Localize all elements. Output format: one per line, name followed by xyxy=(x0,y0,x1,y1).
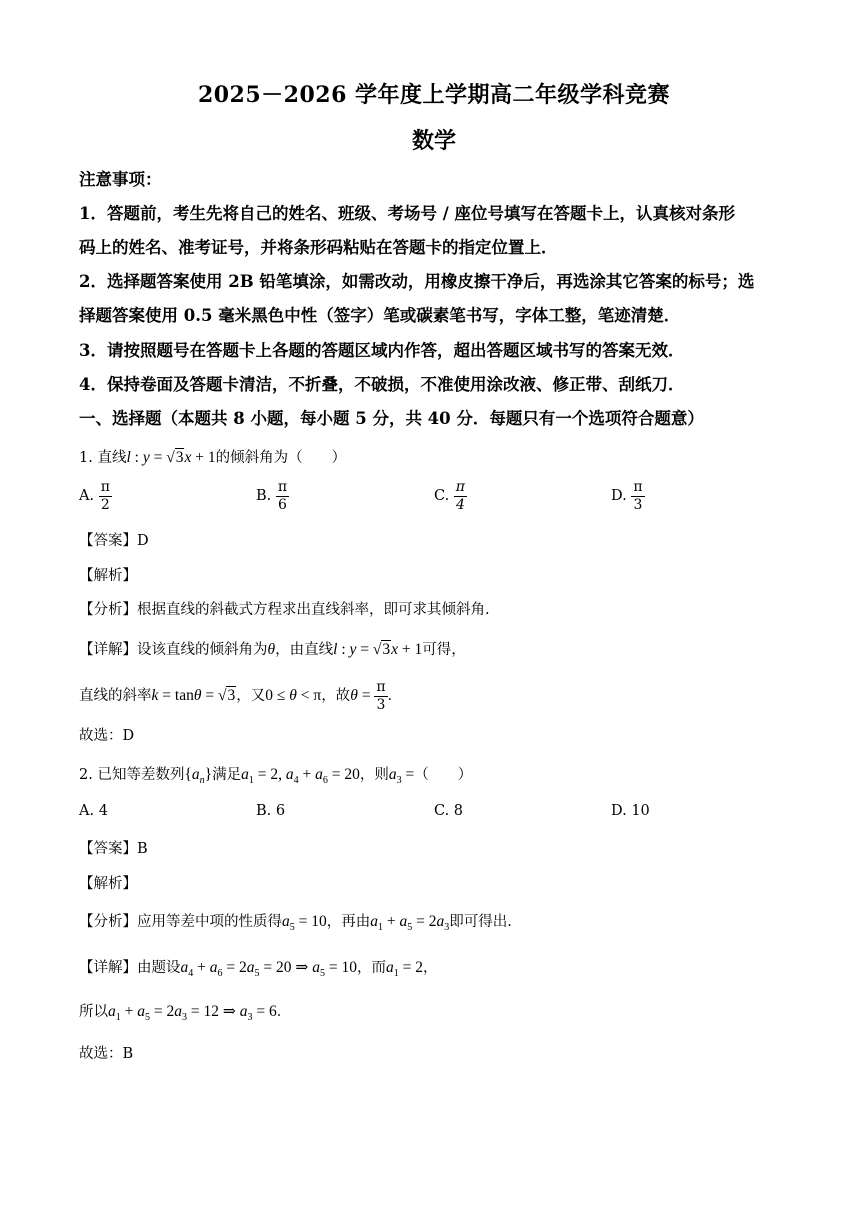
q2-so: 所以$a_1 + a_5 = 2a_3 = 12$ ⇒ $a_3 = 6$． xyxy=(79,1003,292,1024)
q2-detail: 【详解】由题设$a_4 + a_6 = 2a_5 = 20$ ⇒ $a_5 = 10$，而$a_1 = 2$， xyxy=(79,959,438,980)
q1-fenxi: 【分析】根据直线的斜截式方程求出直线斜率，即可求其倾斜角. xyxy=(79,602,490,618)
section-heading: 一、选择题（本题共 8 小题，每小题 5 分，共 40 分．每题只有一个选项符合题意） xyxy=(79,409,704,428)
notice-item-4: 4．保持卷面及答题卡清洁，不折叠，不破损，不准使用涂改液、修正带、刮纸刀． xyxy=(79,375,685,394)
notice-item-1a: 1．答题前，考生先将自己的姓名、班级、考场号 / 座位号填写在答题卡上，认真核对条形 xyxy=(79,204,735,223)
q2-option-b: B. 6 xyxy=(256,803,286,819)
notice-item-2b: 择题答案使用 0.5 毫米黑色中性（签字）笔或碳素笔书写，字体工整，笔迹清楚． xyxy=(79,306,681,325)
exam-subject: 数学 xyxy=(411,128,456,154)
q1-prefix: 1. 直线 xyxy=(79,450,127,466)
q1-option-c: C. $\frac{\pi}{4}$ xyxy=(434,479,465,513)
q1-option-a: A. $\frac{\pi}{2}$ xyxy=(79,479,110,513)
exam-title: 2025－2026 学年度上学期高二年级学科竞赛 xyxy=(197,82,671,108)
q1-suffix: 的倾斜角为（ ） xyxy=(215,450,347,466)
notice-item-1b: 码上的姓名、准考证号，并将条形码粘贴在答题卡的指定位置上． xyxy=(79,238,558,257)
q2-fenxi: 【分析】应用等差中项的性质得$a_5 = 10$，再由$a_1 + a_5 = 2a_3$即可得出. xyxy=(79,913,512,934)
q2-option-a: A. 4 xyxy=(79,803,108,819)
q1-stem xyxy=(79,446,799,467)
q1-choice: 故选：D xyxy=(79,728,135,744)
notice-item-3: 3．请按照题号在答题卡上各题的答题区域内作答，超出答题区域书写的答案无效． xyxy=(79,341,685,360)
q2-stem: 2. 已知等差数列$\{a_n\}$满足$a_1 = 2$, $a_4 + a_6 = 20$，则$a_3$ =（ ） xyxy=(79,766,473,787)
notice-item-2a: 2．选择题答案使用 2B 铅笔填涂，如需改动，用橡皮擦干净后，再选涂其它答案的标号；选 xyxy=(79,272,755,291)
q1-slope: 直线的斜率k = tanθ = √3，又0 ≤ θ < π，故θ = $\frac{\pi}{3}$ ． xyxy=(79,679,403,713)
q1-analysis-label: 【解析】 xyxy=(79,568,137,584)
q2-choice: 故选：B xyxy=(79,1046,134,1062)
q1-option-b: B. $\frac{\pi}{6}$ xyxy=(256,479,288,513)
q1-line-eq: l : y = √3x + 1 xyxy=(126,449,216,466)
notice-heading: 注意事项： xyxy=(79,170,162,189)
q2-option-c: C. 8 xyxy=(434,803,464,819)
q2-answer: 【答案】B xyxy=(79,841,148,857)
q1-answer: 【答案】D xyxy=(79,533,149,549)
q1-detail: 【详解】设该直线的倾斜角为θ，由直线l : y = √3x + 1可得， xyxy=(79,641,466,658)
q1-option-d: D. $\frac{\pi}{3}$ xyxy=(611,479,643,513)
q2-analysis-label: 【解析】 xyxy=(79,876,137,892)
q2-option-d: D. 10 xyxy=(611,803,650,819)
